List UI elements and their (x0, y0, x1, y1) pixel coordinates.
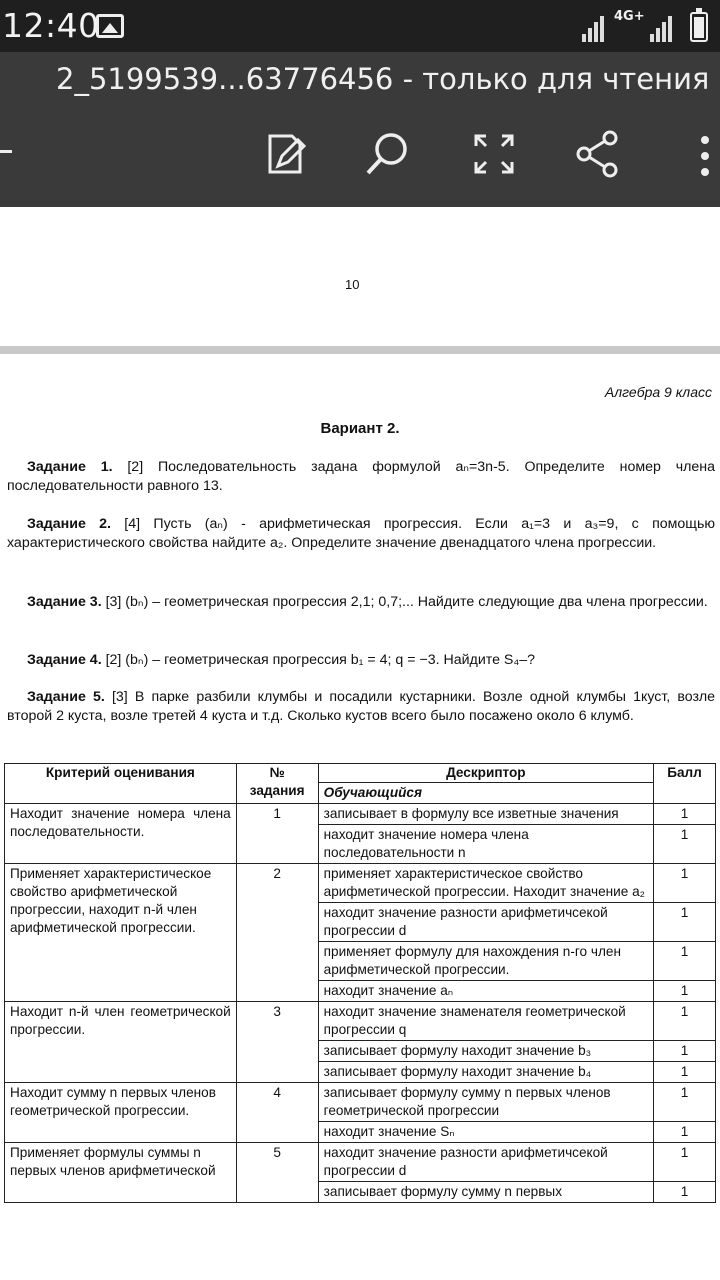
table-row (5, 1002, 716, 1041)
descriptor-cell: находит значение разности арифметичсекой прогрессии d (318, 1143, 653, 1182)
variant-heading: Вариант 2. (320, 420, 400, 437)
score-cell: 1 (654, 942, 716, 981)
score-cell: 1 (654, 1182, 716, 1203)
status-time: 12:40 (2, 6, 100, 45)
task-text: [2] (bₙ) – геометрическая прогрессия b₁ = 4; q = −3. Найдите S₄–? (101, 652, 535, 668)
column-header-learner: Обучающийся (318, 783, 653, 804)
assessment-table (4, 763, 716, 1203)
task-item (7, 458, 715, 495)
score-cell: 1 (654, 825, 716, 864)
score-cell: 1 (654, 1122, 716, 1143)
task-number-cell: 3 (236, 1002, 318, 1083)
score-cell: 1 (654, 1041, 716, 1062)
task-number-cell: 4 (236, 1083, 318, 1143)
document-title: 2_5199539...63776456 - только для чтения (56, 62, 710, 96)
descriptor-cell: находит значение Sₙ (318, 1122, 653, 1143)
score-cell: 1 (654, 1002, 716, 1041)
criterion-cell: Находит n-й член геометрической прогрессии. (5, 1002, 237, 1083)
page-separator (0, 346, 720, 354)
task-label: Задание 1. (27, 459, 113, 475)
criterion-cell: Применяет формулы суммы n первых членов арифметической (5, 1143, 237, 1203)
descriptor-cell: применяет формулу для нахождения n-го член арифметической прогрессии. (318, 942, 653, 981)
descriptor-cell: находит значение aₙ (318, 981, 653, 1002)
task-item (7, 688, 715, 725)
column-header-descriptor: Дескриптор (318, 764, 653, 783)
score-cell: 1 (654, 804, 716, 825)
column-header-score: Балл (654, 764, 716, 804)
descriptor-cell: находит значение номера члена последовательности n (318, 825, 653, 864)
page-number: 10 (345, 277, 360, 292)
task-label: Задание 3. (27, 594, 102, 610)
subject-label: Алгебра 9 класс (604, 384, 712, 400)
task-item (7, 515, 715, 552)
task-text: [4] Пусть (aₙ) - арифметическая прогрессия. Если a₁=3 и a₃=9, с помощью характеристического свойства найдите a₂. Определите значение двенадцатого члена прогрессии. (7, 516, 715, 551)
descriptor-cell: записывает формулу сумму n первых (318, 1182, 653, 1203)
fullscreen-icon[interactable] (468, 128, 520, 180)
task-label: Задание 5. (27, 689, 105, 705)
task-label: Задание 4. (27, 652, 102, 668)
task-text: [3] В парке разбили клумбы и посадили кустарники. Возле одной клумбы 1куст, возле второй 2 куста, возле третей 4 куста и т.д. Сколько кустов всего было посажено около 6 клумб. (7, 689, 715, 724)
gallery-icon (96, 14, 124, 38)
network-type-label: 4G+ (614, 9, 645, 24)
score-cell: 1 (654, 1083, 716, 1122)
task-number-cell: 5 (236, 1143, 318, 1203)
score-cell: 1 (654, 903, 716, 942)
descriptor-cell: записывает формулу находит значение b₃ (318, 1041, 653, 1062)
score-cell: 1 (654, 1143, 716, 1182)
score-cell: 1 (654, 864, 716, 903)
descriptor-cell: записывает в формулу все изветные значения (318, 804, 653, 825)
status-bar (0, 0, 720, 52)
descriptor-cell: находит значение знаменателя геометрической прогрессии q (318, 1002, 653, 1041)
descriptor-cell: находит значение разности арифметичсекой прогрессии d (318, 903, 653, 942)
task-item (7, 651, 715, 670)
table-row (5, 864, 716, 903)
criterion-cell: Находит сумму n первых членов геометрической прогрессии. (5, 1083, 237, 1143)
signal-icon (582, 14, 606, 42)
search-icon[interactable] (362, 128, 414, 180)
task-text: [3] (bₙ) – геометрическая прогрессия 2,1; 0,7;... Найдите следующие два члена прогрессии. (101, 594, 708, 610)
descriptor-cell: записывает формулу находит значение b₄ (318, 1062, 653, 1083)
task-item (7, 593, 715, 612)
back-icon[interactable] (0, 150, 12, 153)
column-header-task-no: № задания (236, 764, 318, 804)
score-cell: 1 (654, 1062, 716, 1083)
table-row (5, 1143, 716, 1182)
column-header-criterion: Критерий оценивания (5, 764, 237, 804)
task-text: [2] Последовательность задана формулой aₙ=3n-5. Определите номер члена последовательности равного 13. (7, 459, 715, 494)
criterion-cell: Применяет характеристическое свойство арифметической прогрессии, находит n-й член арифметической прогрессии. (5, 864, 237, 1002)
criterion-cell: Находит значение номера члена последовательности. (5, 804, 237, 864)
battery-icon (690, 12, 708, 42)
edit-icon[interactable] (260, 128, 312, 180)
descriptor-cell: записывает формулу сумму n первых членов геометрической прогрессии (318, 1083, 653, 1122)
task-label: Задание 2. (27, 516, 111, 532)
table-row (5, 804, 716, 825)
score-cell: 1 (654, 981, 716, 1002)
more-icon[interactable] (690, 130, 720, 182)
previous-page (0, 207, 720, 347)
descriptor-cell: применяет характеристическое свойство арифметической прогрессии. Находит значение a₂ (318, 864, 653, 903)
task-number-cell: 1 (236, 804, 318, 864)
app-bar (0, 52, 720, 207)
table-row (5, 1083, 716, 1122)
document-page (0, 354, 720, 1280)
task-number-cell: 2 (236, 864, 318, 1002)
table-header-row (5, 764, 716, 783)
share-icon[interactable] (572, 128, 624, 180)
signal-icon (650, 14, 674, 42)
